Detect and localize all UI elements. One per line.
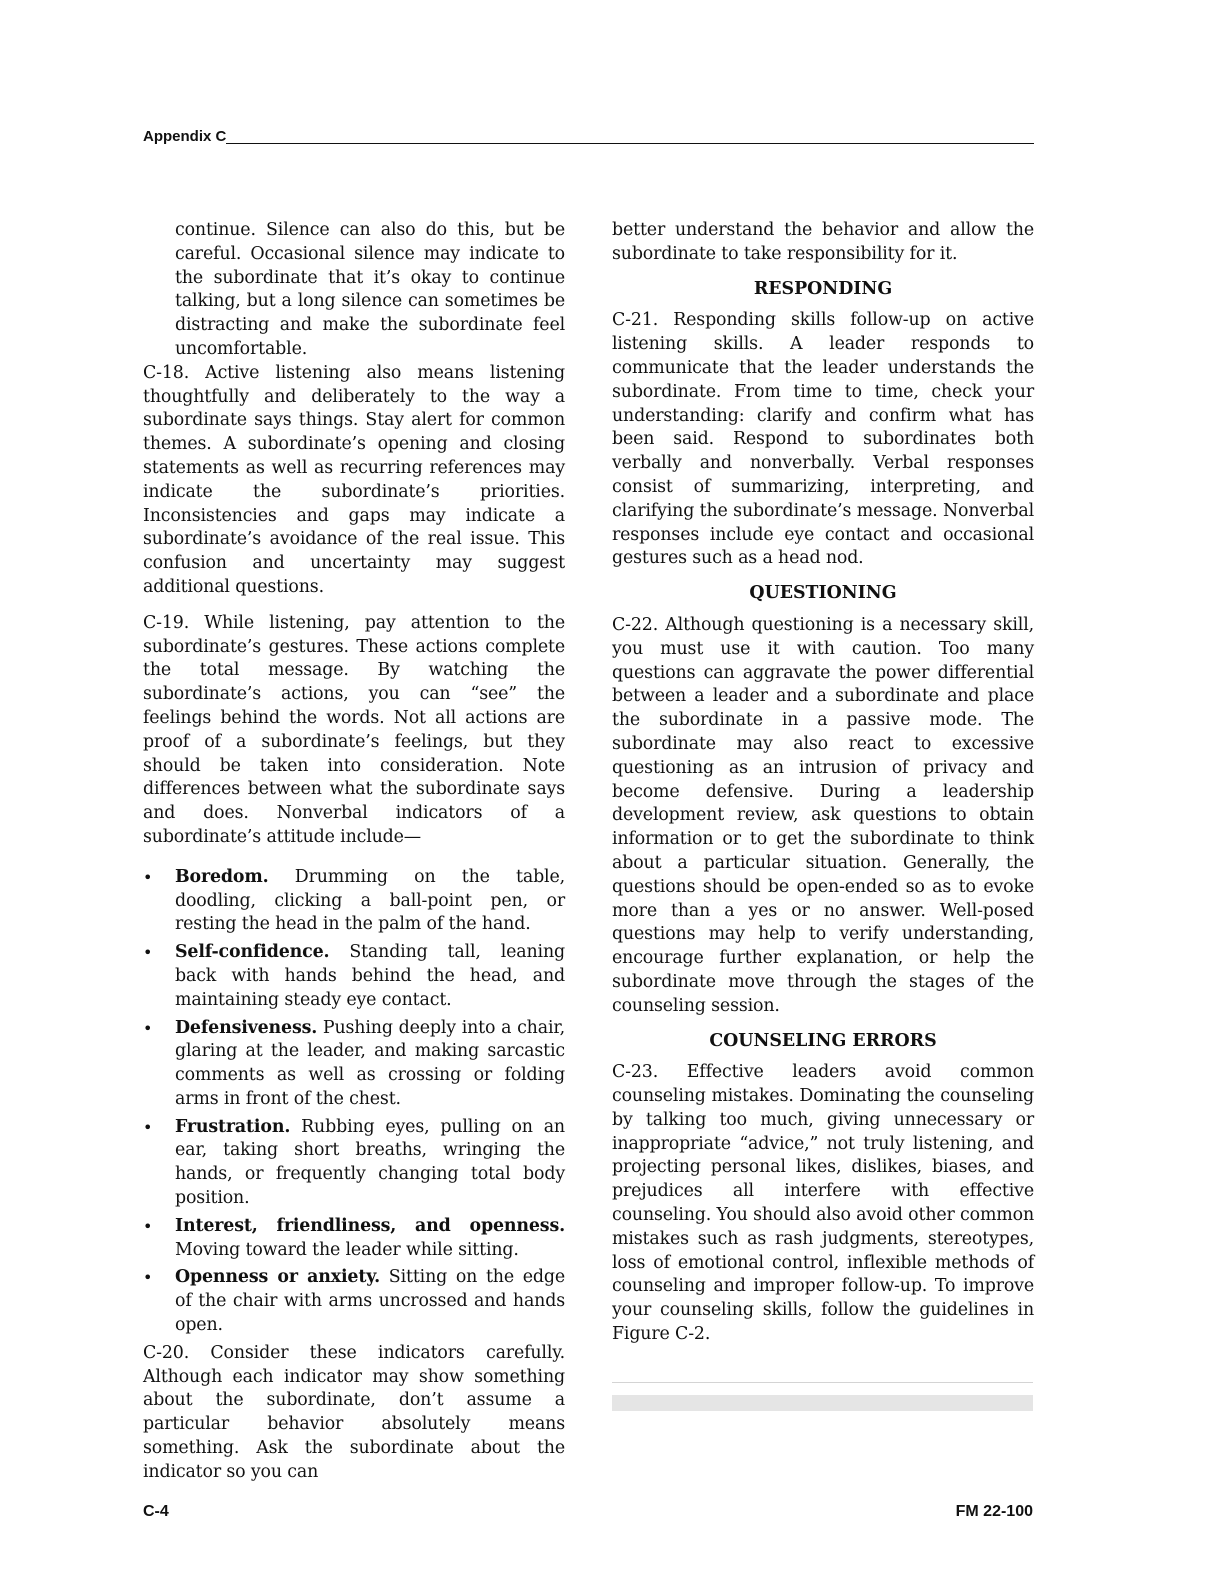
paragraph-c23: C-23. Effective leaders avoid common counseling mistakes. Dominating the counseling by talking too much, giving unnecessary or inappropriate “advice,” not truly listening, and projecting personal likes, dislikes, biases, and prejudices all interfere with effective counseling. You should also avoid other common mistakes such as rash judgments, stereotypes, loss of emotional control, inflexible methods of counseling and improper follow-up. To improve your counseling skills, follow the guidelines in Figure C-2. [612, 1062, 1035, 1345]
left-column [143, 219, 565, 1485]
paragraph-c19: C-19. While listening, pay attention to the subordinate’s gestures. These actions complete the total message. By watching the subordinate’s actions, you can “see” the feelings behind the words. Not all actions are proof of a subordinate’s feelings, but they should be taken into consideration. Note differences between what the subordinate says and does. Nonverbal indicators of a subordinate’s attitude include— [143, 612, 565, 847]
list-item [143, 941, 565, 1012]
bullet-icon: • [143, 1018, 153, 1038]
paragraph-c22: C-22. Although questioning is a necessary skill, you must use it with caution. Too many questions can aggravate the power differential between a leader and a subordinate and place the subordinate in a passive mode. The subordinate may also react to excessive questioning as an intrusion of privacy and become defensive. During a leadership development review, ask questions to obtain information or to get the subordinate to think about a particular situation. Generally, the questions should be open-ended so as to evoke more than a yes or no answer. Well-posed questions may help to verify understanding, encourage further explanation, or help the subordinate move through the stages of the counseling session. [612, 614, 1034, 1016]
indicator-term: Defensiveness. [175, 1017, 318, 1038]
paragraph-continued: better understand the behavior and allow the subordinate to take responsibility for it. [612, 220, 1034, 264]
paragraph-c18: C-18. Active listening also means listening thoughtfully and deliberately to the way a subordinate says things. Stay alert for common themes. A subordinate’s opening and closing statements as well as recurring references may indicate the subordinate’s priorities. Inconsistencies and gaps may indicate a subordinate’s avoidance of the real issue. This confusion and uncertainty may suggest additional questions. [143, 362, 565, 597]
running-header [143, 124, 1034, 146]
gray-band [612, 1395, 1033, 1411]
nonverbal-indicator-list [143, 866, 565, 1338]
indicator-term: Self-confidence. [175, 942, 330, 963]
indicator-text: Drumming on the table, doodling, clicking a ball-point pen, or resting the head in the palm of the hand. [175, 866, 565, 935]
bullet-icon: • [143, 1268, 153, 1288]
page-number: C-4 [143, 1503, 169, 1520]
paragraph-c20: C-20. Consider these indicators carefully. Although each indicator may show something about the subordinate, don’t assume a particular behavior absolutely means something. Ask the subordinate about the indicator so you can [143, 1342, 565, 1482]
bullet-icon: • [143, 1117, 153, 1137]
list-item [143, 1215, 565, 1263]
section-divider [612, 1382, 1033, 1383]
right-column [612, 219, 1034, 1347]
indicator-text: Pushing deeply into a chair, glaring at the leader, and making sarcastic comments as well as crossing or folding arms in front of the chest. [175, 1017, 565, 1109]
indicator-term: Frustration. [175, 1116, 291, 1137]
bullet-icon: • [143, 1216, 153, 1236]
appendix-label: Appendix C [143, 128, 227, 145]
indicator-term: Openness or anxiety. [175, 1267, 381, 1288]
list-item [143, 1017, 565, 1112]
indicator-text: Moving toward the leader while sitting. [175, 1239, 519, 1260]
heading-counseling-errors: COUNSELING ERRORS [709, 1030, 937, 1051]
list-item [143, 866, 565, 937]
indicator-text: Standing tall, leaning back with hands behind the head, and maintaining steady eye contact. [175, 942, 565, 1010]
paragraph-c21: C-21. Responding skills follow-up on active listening skills. A leader responds to communicate that the leader understands the subordinate. From time to time, check your understanding: clarify and confirm what has been said. Respond to subordinates both verbally and nonverbally. Verbal responses consist of summarizing, interpreting, and clarifying the subordinate’s message. Nonverbal responses include eye contact and occasional gestures such as a head nod. [612, 310, 1034, 569]
bullet-icon: • [143, 867, 153, 887]
header-rule [226, 143, 1034, 144]
indicator-text: Sitting on the edge of the chair with arms uncrossed and hands open. [175, 1267, 565, 1336]
list-item [143, 1116, 565, 1211]
heading-responding: RESPONDING [753, 278, 893, 299]
paragraph-continued: continue. Silence can also do this, but be careful. Occasional silence may indicate to the subordinate that it’s okay to continue talking, but a long silence can sometimes be distracting and make the subordinate feel uncomfortable. [175, 220, 565, 359]
indicator-term: Boredom. [175, 866, 269, 887]
bullet-icon: • [143, 943, 153, 963]
document-id: FM 22-100 [955, 1503, 1033, 1520]
indicator-term: Interest, friendliness, and openness. [175, 1215, 565, 1236]
heading-questioning: QUESTIONING [749, 583, 897, 604]
indicator-text: Rubbing eyes, pulling on an ear, taking short breaths, wringing the hands, or frequently changing total body position. [175, 1116, 565, 1209]
list-item [143, 1266, 565, 1337]
